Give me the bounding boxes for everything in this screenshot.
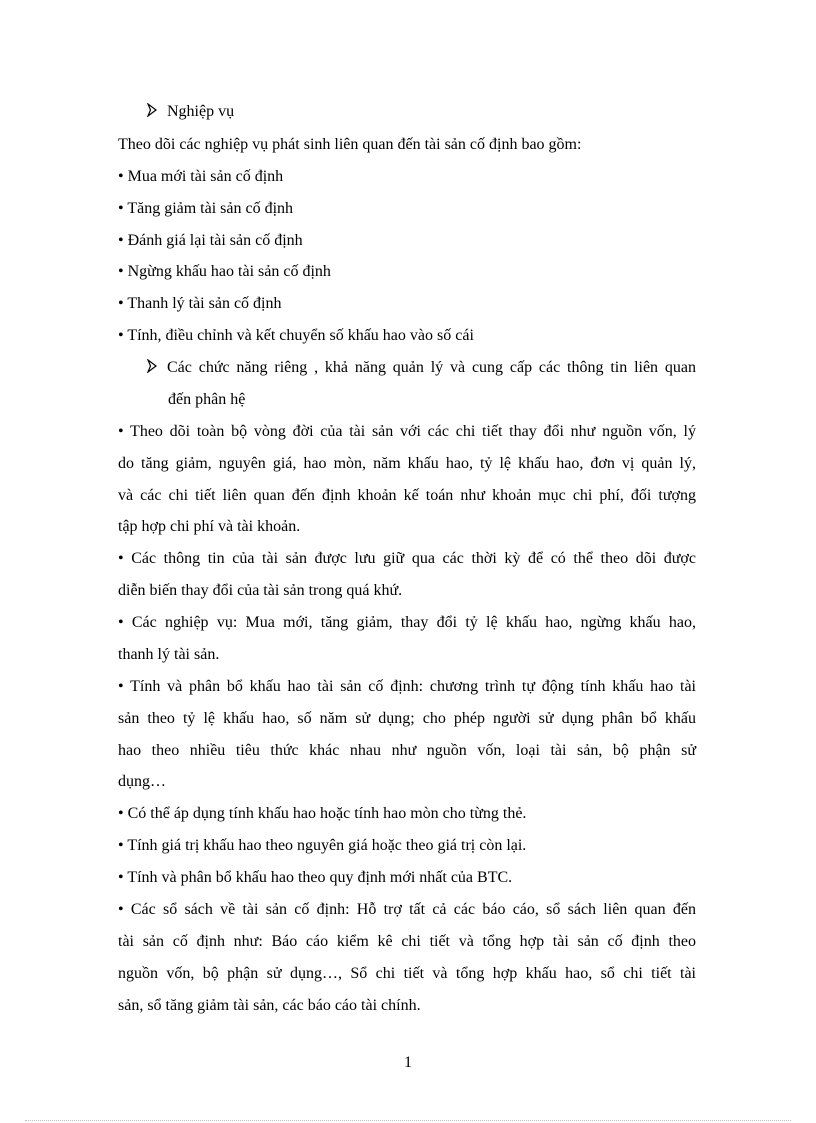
page-number: 1 [404,1054,412,1071]
paragraph-line: • Các thông tin của tài sản được lưu giữ qua các thời kỳ để có thể theo dõi được [118,550,696,567]
footer-divider [25,1120,791,1121]
paragraph-line: sản, sổ tăng giảm tài sản, các báo cáo tài chính. [118,997,421,1014]
arrowhead-bullet-icon [147,359,157,373]
paragraph-line: • Tính và phân bổ khấu hao theo quy định mới nhất của BTC. [118,869,513,886]
paragraph-line: tập hợp chi phí và tài khoản. [118,518,301,535]
list-item: • Ngừng khấu hao tài sản cố định [118,263,331,280]
paragraph-line: • Tính và phân bổ khấu hao tài sản cố định: chương trình tự động tính khấu hao tài [118,678,696,695]
paragraph-line: dụng… [118,773,166,790]
paragraph-line: • Các sổ sách về tài sản cố định: Hỗ trợ tất cả các báo cáo, sổ sách liên quan đến [118,901,696,918]
section-heading-nghiep-vu [147,102,696,122]
arrowhead-bullet-icon [147,103,157,117]
paragraph-line: • Tính giá trị khấu hao theo nguyên giá hoặc theo giá trị còn lại. [118,837,527,854]
paragraph-line: do tăng giảm, nguyên giá, hao mòn, năm khấu hao, tỷ lệ khấu hao, đơn vị quản lý, [118,455,696,472]
paragraph-line: diễn biến thay đổi của tài sản trong quá khứ. [118,582,403,599]
intro-text: Theo dõi các nghiệp vụ phát sinh liên quan đến tài sản cố định bao gồm: [118,136,582,153]
list-item: • Tính, điều chỉnh và kết chuyển số khấu hao vào số cái [118,327,474,344]
paragraph-line: • Các nghiệp vụ: Mua mới, tăng giảm, thay đổi tỷ lệ khấu hao, ngừng khấu hao, [118,614,696,631]
section-heading-continuation: đến phân hệ [168,391,246,408]
section-heading-chuc-nang [147,358,696,378]
section-heading-text: Nghiệp vụ [167,103,235,120]
list-item: • Đánh giá lại tài sản cố định [118,232,303,249]
section-heading-text: Các chức năng riêng , khả năng quản lý và cung cấp các thông tin liên quan [167,359,696,376]
list-item: • Mua mới tài sản cố định [118,168,284,185]
paragraph-line: • Theo dõi toàn bộ vòng đời của tài sản với các chi tiết thay đổi như nguồn vốn, lý [118,423,696,440]
paragraph-line: tài sản cố định như: Báo cáo kiểm kê chi tiết và tổng hợp tài sản cố định theo [118,933,696,950]
paragraph-line: • Có thể áp dụng tính khấu hao hoặc tính hao mòn cho từng thẻ. [118,805,527,822]
paragraph-line: sản theo tỷ lệ khấu hao, số năm sử dụng; cho phép người sử dụng phân bổ khấu [118,710,696,727]
paragraph-line: thanh lý tài sản. [118,646,220,663]
list-item: • Thanh lý tài sản cố định [118,295,282,312]
paragraph-line: nguồn vốn, bộ phận sử dụng…, Sổ chi tiết và tổng hợp khấu hao, sổ chi tiết tài [118,965,696,982]
paragraph-line: hao theo nhiều tiêu thức khác nhau như nguồn vốn, loại tài sản, bộ phận sử [118,742,696,759]
paragraph-line: và các chi tiết liên quan đến định khoản kế toán như khoản mục chi phí, đối tượng [118,487,696,504]
list-item: • Tăng giảm tài sản cố định [118,200,294,217]
